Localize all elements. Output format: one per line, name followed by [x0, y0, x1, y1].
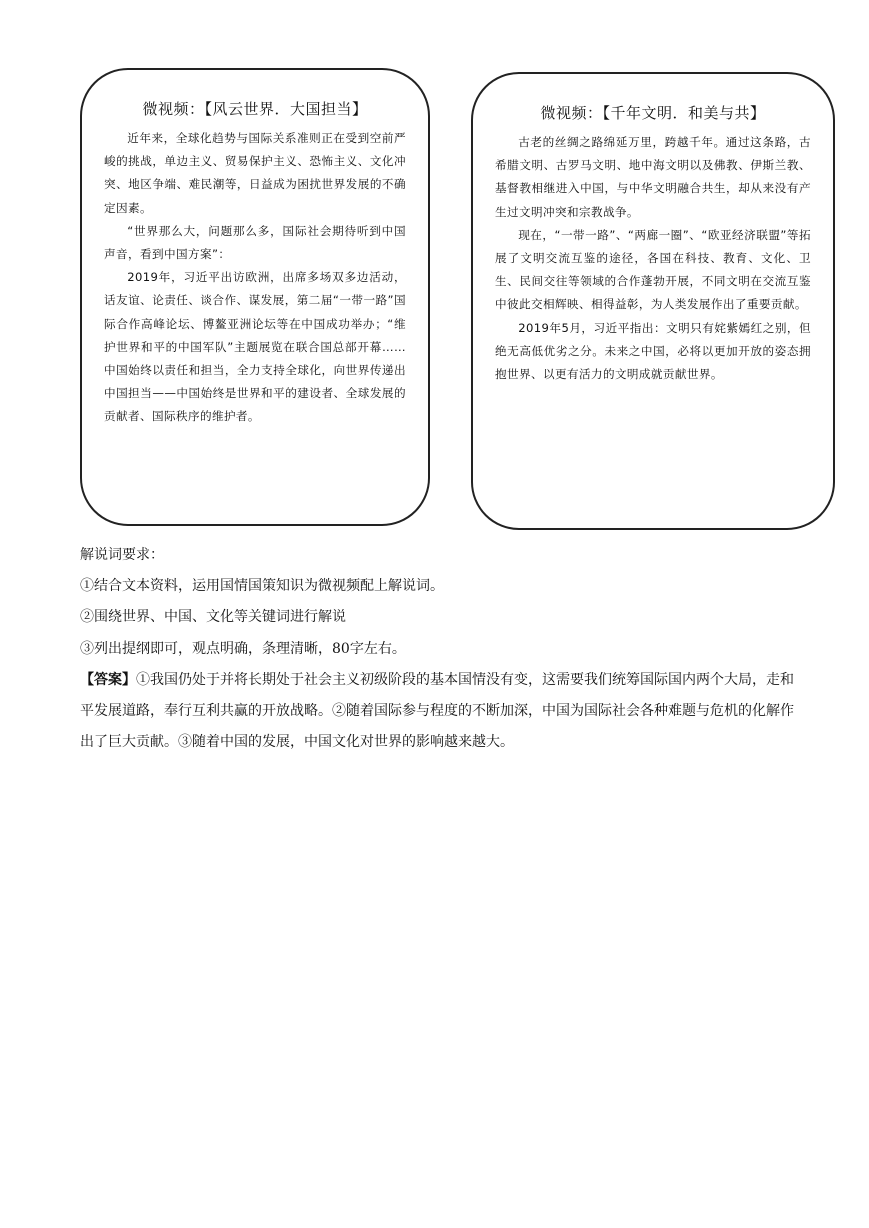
requirements-title: 解说词要求： — [80, 547, 164, 563]
right-card-paragraph-1: 古老的丝绸之路绵延万里，跨越千年。通过这条路，古希腊文明、古罗马文明、地中海文明以及佛教、伊斯兰教、基督教相继进入中国，与中华文明融合共生，却从来没有产生过文明冲突和宗教战争。 — [495, 135, 811, 219]
left-card-body — [104, 127, 406, 429]
right-card-title: 微视频：【千年文明．和美与共】 — [540, 104, 766, 122]
right-card-paragraph-3: 2019年5月，习近平指出：文明只有姹紫嫣红之别，但绝无高低优劣之分。未来之中国，必将以更加开放的姿态拥抱世界、以更有活力的文明成就贡献世界。 — [495, 320, 811, 382]
left-card-paragraph-3: 2019年，习近平出访欧洲，出席多场双多边活动，话友谊、论责任、谈合作、谋发展，第二届“一带一路”国际合作高峰论坛、博鳌亚洲论坛等在中国成功举办；“维护世界和平的中国军队”主题展览在联合国总部开幕……中国始终以责任和担当，全力支持全球化，向世界传递出中国担当——中国始终是世界和平的建设者、全球发展的贡献者、国际秩序的维护者。 — [104, 270, 406, 424]
right-card-body — [495, 131, 811, 386]
left-card-paragraph-2: “世界那么大，问题那么多，国际社会期待听到中国声音，看到中国方案”： — [104, 223, 406, 262]
requirement-item-2: ②围绕世界、中国、文化等关键词进行解说 — [80, 609, 346, 625]
left-card-title: 微视频：【风云世界．大国担当】 — [142, 100, 368, 118]
answer-text: ①我国仍处于并将长期处于社会主义初级阶段的基本国情没有变，这需要我们统筹国际国内两个大局，走和平发展道路，奉行互利共赢的开放战略。②随着国际参与程度的不断加深，中国为国际社会各种难题与危机的化解作出了巨大贡献。③随着中国的发展，中国文化对世界的影响越来越大。 — [80, 672, 794, 750]
left-card-paragraph-1: 近年来，全球化趋势与国际关系准则正在受到空前严峻的挑战，单边主义、贸易保护主义、恐怖主义、文化冲突、地区争端、难民潮等，日益成为困扰世界发展的不确定因素。 — [104, 131, 406, 215]
requirement-item-1: ①结合文本资料，运用国情国策知识为微视频配上解说词。 — [80, 578, 444, 594]
answer-block — [80, 665, 798, 758]
requirement-item-3: ③列出提纲即可，观点明确，条理清晰，80字左右。 — [80, 641, 406, 657]
right-video-card — [471, 72, 835, 530]
answer-label: 【答案】 — [80, 672, 136, 688]
left-video-card — [80, 68, 430, 526]
right-card-paragraph-2: 现在，“一带一路”、“两廊一圈”、“欧亚经济联盟”等拓展了文明交流互鉴的途径，各国在科技、教育、文化、卫生、民间交往等领域的合作蓬勃开展，不同文明在交流互鉴中彼此交相辉映、相得益彰，为人类发展作出了重要贡献。 — [495, 227, 811, 312]
